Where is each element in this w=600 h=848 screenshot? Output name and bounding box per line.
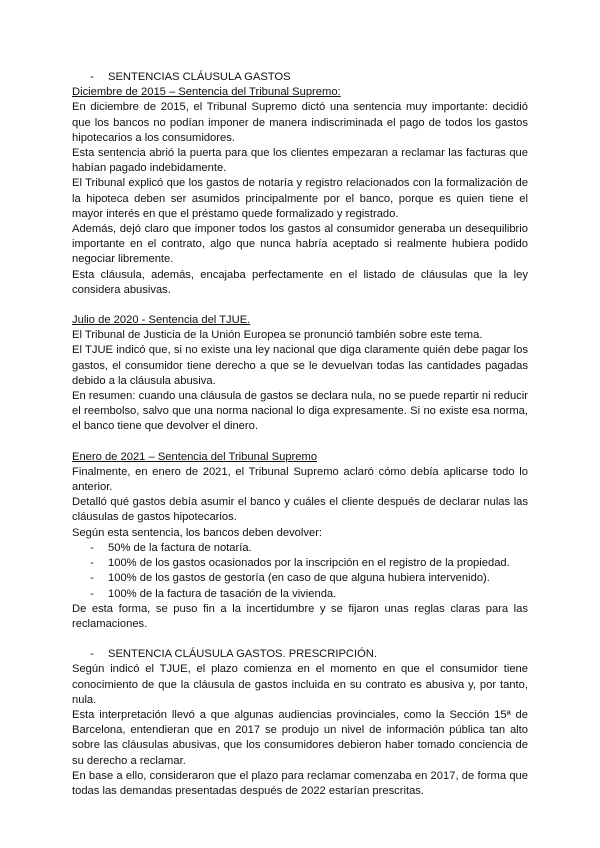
dash-bullet: - (90, 71, 94, 83)
list-item: - 100% de la factura de tasación de la vivienda. (72, 587, 528, 602)
list-item: - 100% de los gastos de gestoría (en caso de que alguna hubiera intervenido). (72, 571, 528, 586)
paragraph: El TJUE indicó que, si no existe una ley nacional que diga claramente quién debe pagar los gastos, el consumidor tiene derecho a que se le devuelvan todas las cantidades pagadas debido a la cláusula abusiva. (72, 344, 528, 387)
refund-list (72, 541, 528, 602)
section-heading-prescripcion: - SENTENCIA CLÁUSULA GASTOS. PRESCRIPCIÓN. (72, 647, 528, 662)
paragraph: El Tribunal explicó que los gastos de notaría y registro relacionados con la formalización de la hipoteca deben ser asumidos principalmente por el banco, porque es quien tiene el mayor interés en que el préstamo quede formalizado y registrado. (72, 177, 528, 220)
dash-bullet: - (90, 541, 94, 554)
paragraph: En base a ello, consideraron que el plazo para reclamar comenzaba en 2017, de forma que todas las demandas presentadas después de 2022 estarían prescritas. (72, 769, 528, 797)
paragraph: Esta sentencia abrió la puerta para que los clientes empezaran a reclamar las facturas que habían pagado indebidamente. (72, 147, 528, 175)
section-heading-sentencias: - SENTENCIAS CLÁUSULA GASTOS (72, 70, 528, 85)
paragraph: Según esta sentencia, los bancos deben devolver: (72, 526, 323, 539)
dash-bullet: - (90, 572, 94, 585)
list-item: - 50% de la factura de notaría. (72, 541, 528, 556)
spacer (72, 435, 528, 450)
paragraph: Según indicó el TJUE, el plazo comienza en el momento en que el consumidor tiene conocimiento de que la cláusula de gastos incluida en su contrato es abusiva y, por tanto, nula. (72, 663, 528, 706)
paragraph: En resumen: cuando una cláusula de gastos se declara nula, no se puede repartir ni reducir el reembolso, salvo que una norma nacional lo diga expresamente. Si no existe esa norma, el banco tiene que devolver el dinero. (72, 390, 528, 433)
spacer (72, 632, 528, 647)
dash-bullet: - (90, 557, 94, 570)
list-item: - 100% de los gastos ocasionados por la inscripción en el registro de la propiedad. (72, 556, 528, 571)
dash-bullet: - (90, 587, 94, 600)
subheading-jan-2021: Enero de 2021 – Sentencia del Tribunal Supremo (72, 450, 318, 463)
subheading-dec-2015: Diciembre de 2015 – Sentencia del Tribunal Supremo: (72, 86, 341, 99)
document-page (72, 70, 528, 799)
paragraph: Esta interpretación llevó a que algunas audiencias provinciales, como la Sección 15ª de Barcelona, entendieran que en 2017 se produjo un nivel de información pública tan alto sobre las cláusulas abusivas, que los consumidores debieron haber tomado conciencia de su derecho a reclamar. (72, 708, 528, 767)
paragraph: Además, dejó claro que imponer todos los gastos al consumidor generaba un desequilibrio importante en el contrato, algo que nunca habría aceptado si realmente hubiera podido negociar libremente. (72, 223, 528, 266)
paragraph: De esta forma, se puso fin a la incertidumbre y se fijaron unas reglas claras para las reclamaciones. (72, 602, 528, 630)
dash-bullet: - (90, 648, 94, 661)
paragraph: Detalló qué gastos debía asumir el banco y cuáles el cliente después de declarar nulas las cláusulas de gastos hipotecarios. (72, 496, 528, 524)
paragraph: En diciembre de 2015, el Tribunal Supremo dictó una sentencia muy importante: decidió que los bancos no podían imponer de manera indiscriminada el pago de todos los gastos hipotecarios a los consumidores. (72, 101, 528, 144)
paragraph: El Tribunal de Justicia de la Unión Europea se pronunció también sobre este tema. (72, 329, 483, 342)
subheading-jul-2020: Julio de 2020 - Sentencia del TJUE. (72, 314, 251, 327)
spacer (72, 298, 528, 313)
paragraph: Finalmente, en enero de 2021, el Tribunal Supremo aclaró cómo debía aplicarse todo lo anterior. (72, 465, 528, 494)
paragraph: Esta cláusula, además, encajaba perfectamente en el listado de cláusulas que la ley considera abusivas. (72, 268, 528, 296)
